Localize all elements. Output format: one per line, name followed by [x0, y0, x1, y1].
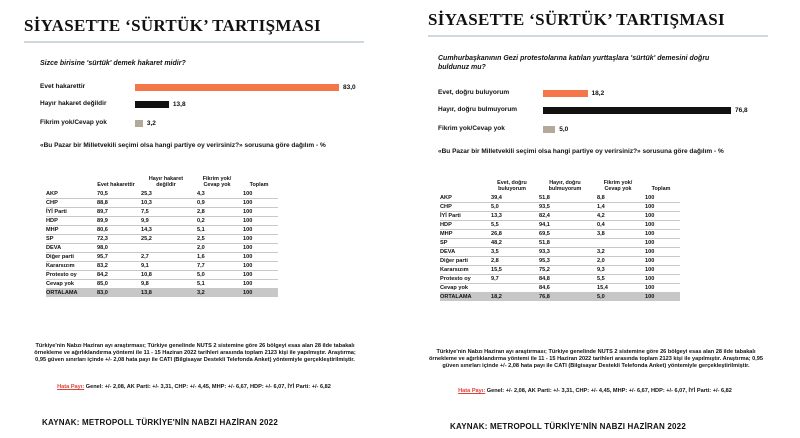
value-cell: 2,5	[194, 235, 240, 244]
party-cell: MHP	[46, 226, 94, 235]
value-cell: 100	[240, 190, 278, 199]
table-row	[440, 257, 680, 266]
party-header	[46, 176, 94, 190]
value-cell: 5,5	[488, 221, 536, 230]
value-cell: 82,4	[536, 212, 594, 221]
value-cell: 100	[240, 262, 278, 271]
party-cell: Kararsızım	[46, 262, 94, 271]
panel-dogru	[410, 0, 790, 438]
party-cell: Cevap yok	[440, 284, 488, 293]
crosstab-table	[46, 176, 278, 297]
value-cell: 100	[642, 230, 680, 239]
value-cell: 5,0	[594, 293, 642, 302]
party-cell: Cevap yok	[46, 280, 94, 289]
value-cell: 25,3	[138, 190, 194, 199]
error-text: Genel: +/- 2,08, AK Parti: +/- 3,31, CHP: +/- 4,45, MHP: +/- 6,67, HDP: +/- 6,07, İYİ Parti: +/- 6,82	[486, 388, 732, 394]
party-cell: ORTALAMA	[46, 289, 94, 298]
column-header: Toplam	[651, 186, 671, 192]
value-cell: 85,0	[94, 280, 138, 289]
table-row	[440, 275, 680, 284]
party-cell: SP	[46, 235, 94, 244]
error-text: Genel: +/- 2,08, AK Parti: +/- 3,31, CHP: +/- 4,45, MHP: +/- 6,67, HDP: +/- 6,07, İYİ Parti: +/- 6,82	[85, 384, 331, 390]
bar	[135, 84, 339, 91]
value-cell: 1,4	[594, 203, 642, 212]
party-cell: HDP	[440, 221, 488, 230]
value-cell: 2,0	[194, 244, 240, 253]
bar-value-label: 76,8	[735, 106, 748, 114]
column-header: Fikrim yok/ Cevap yok	[603, 180, 633, 192]
table-row	[46, 280, 278, 289]
value-cell: 98,0	[94, 244, 138, 253]
value-cell: 1,6	[194, 253, 240, 262]
bar-value-label: 3,2	[146, 119, 156, 127]
value-cell: 88,8	[94, 199, 138, 208]
party-cell: DEVA	[440, 248, 488, 257]
table-row	[46, 217, 278, 226]
panel1-question: Sizce birisine 'sürtük' demek hakaret midir?	[40, 60, 186, 67]
party-cell: ORTALAMA	[440, 293, 488, 302]
bar	[135, 120, 143, 127]
value-cell: 2,8	[194, 208, 240, 217]
panel2-table-question: «Bu Pazar bir Milletvekili seçimi olsa hangi partiye oy verirsiniz?» sorusuna göre dağılım - %	[438, 148, 724, 155]
table-row	[46, 244, 278, 253]
value-cell: 100	[240, 217, 278, 226]
value-cell: 83,0	[94, 289, 138, 298]
panel-hakaret	[4, 0, 384, 438]
value-cell: 9,7	[488, 275, 536, 284]
value-cell: 75,2	[536, 266, 594, 275]
value-cell: 89,9	[94, 217, 138, 226]
bar-label: Hayır hakaret değildir	[40, 100, 107, 107]
title-rule	[24, 41, 364, 43]
panel1-table-question: «Bu Pazar bir Milletvekili seçimi olsa hangi partiye oy verirsiniz?» sorusuna göre dağılım - %	[40, 142, 326, 149]
total-row	[46, 289, 278, 298]
value-cell: 100	[642, 239, 680, 248]
value-cell: 94,1	[536, 221, 594, 230]
value-cell: 7,5	[138, 208, 194, 217]
value-cell: 100	[642, 221, 680, 230]
party-cell: Diğer parti	[440, 257, 488, 266]
value-cell: 0,2	[194, 217, 240, 226]
crosstab-table	[440, 180, 680, 301]
table-row	[440, 212, 680, 221]
value-cell: 9,8	[138, 280, 194, 289]
table-row	[440, 284, 680, 293]
bar	[543, 90, 588, 97]
value-cell: 2,8	[488, 257, 536, 266]
value-cell: 5,0	[488, 203, 536, 212]
value-cell: 100	[642, 248, 680, 257]
table-row	[46, 208, 278, 217]
total-row	[440, 293, 680, 302]
party-cell: İYİ Parti	[46, 208, 94, 217]
value-cell: 2,7	[138, 253, 194, 262]
table-row	[46, 271, 278, 280]
table-row	[440, 266, 680, 275]
party-cell: Kararsızım	[440, 266, 488, 275]
value-cell: 100	[642, 212, 680, 221]
value-cell: 84,8	[536, 275, 594, 284]
source: KAYNAK: METROPOLL TÜRKİYE'NİN NABZI HAZİRAN 2022	[42, 418, 278, 427]
table-row	[46, 253, 278, 262]
table-row	[46, 226, 278, 235]
value-cell: 5,5	[594, 275, 642, 284]
column-header: Hayır hakaret değildir	[148, 176, 184, 188]
value-cell	[594, 239, 642, 248]
value-cell: 100	[240, 253, 278, 262]
value-cell: 93,3	[536, 248, 594, 257]
table-row	[46, 190, 278, 199]
party-cell: MHP	[440, 230, 488, 239]
value-cell: 9,9	[138, 217, 194, 226]
panel2-title: SİYASETTE ‘SÜRTÜK’ TARTIŞMASI	[428, 10, 725, 29]
table-row	[46, 262, 278, 271]
column-header: Fikrim yok/ Cevap yok	[202, 176, 232, 188]
value-cell: 2,0	[594, 257, 642, 266]
panel1-title: SİYASETTE ‘SÜRTÜK’ TARTIŞMASI	[24, 16, 321, 35]
column-header: Toplam	[249, 182, 269, 188]
error-margin	[440, 388, 750, 395]
value-cell: 5,1	[194, 226, 240, 235]
error-margin	[44, 384, 344, 391]
value-cell: 18,2	[488, 293, 536, 302]
error-label: Hata Payı:	[458, 388, 486, 394]
value-cell: 100	[240, 199, 278, 208]
table-row	[46, 199, 278, 208]
bar	[543, 107, 731, 114]
bar-value-label: 18,2	[591, 89, 605, 97]
value-cell: 100	[642, 203, 680, 212]
value-cell: 100	[642, 293, 680, 302]
value-cell: 95,7	[94, 253, 138, 262]
bar-value-label: 83,0	[343, 83, 356, 91]
value-cell: 100	[642, 194, 680, 203]
party-cell: Protesto oy	[46, 271, 94, 280]
value-cell: 70,5	[94, 190, 138, 199]
value-cell: 0,9	[194, 199, 240, 208]
value-cell: 8,8	[594, 194, 642, 203]
value-cell: 100	[642, 266, 680, 275]
bar-label: Evet, doğru buluyorum	[438, 89, 510, 96]
column-header: Evet, doğru buluyorum	[497, 180, 527, 192]
value-cell: 89,7	[94, 208, 138, 217]
value-cell: 15,5	[488, 266, 536, 275]
bar-value-label: 5,0	[559, 125, 569, 133]
value-cell: 100	[642, 284, 680, 293]
value-cell: 9,1	[138, 262, 194, 271]
bar	[543, 126, 555, 133]
value-cell: 3,8	[594, 230, 642, 239]
title-rule	[428, 35, 768, 37]
value-cell: 100	[240, 289, 278, 298]
value-cell: 25,2	[138, 235, 194, 244]
value-cell: 51,8	[536, 239, 594, 248]
panel2-question: Cumhurbaşkanının Gezi protestolarına katılan yurttaşlara 'sürtük' demesini doğru buldunuz mu?	[438, 55, 710, 71]
party-cell: AKP	[46, 190, 94, 199]
value-cell: 10,3	[138, 199, 194, 208]
value-cell: 4,3	[194, 190, 240, 199]
value-cell: 15,4	[594, 284, 642, 293]
value-cell: 7,7	[194, 262, 240, 271]
party-header	[440, 180, 488, 194]
bar-label: Evet hakarettir	[40, 83, 86, 90]
party-cell: İYİ Parti	[440, 212, 488, 221]
value-cell: 10,8	[138, 271, 194, 280]
value-cell: 100	[240, 235, 278, 244]
table-row	[440, 221, 680, 230]
party-cell: DEVA	[46, 244, 94, 253]
value-cell: 3,2	[194, 289, 240, 298]
value-cell: 39,4	[488, 194, 536, 203]
value-cell: 3,5	[488, 248, 536, 257]
party-cell: Diğer parti	[46, 253, 94, 262]
value-cell: 100	[240, 280, 278, 289]
value-cell: 3,2	[594, 248, 642, 257]
value-cell: 9,3	[594, 266, 642, 275]
value-cell: 4,2	[594, 212, 642, 221]
value-cell: 100	[240, 271, 278, 280]
party-cell: CHP	[440, 203, 488, 212]
table-row	[440, 203, 680, 212]
table-row	[46, 235, 278, 244]
value-cell: 83,2	[94, 262, 138, 271]
value-cell: 14,3	[138, 226, 194, 235]
bar	[135, 101, 169, 108]
value-cell: 48,2	[488, 239, 536, 248]
party-cell: SP	[440, 239, 488, 248]
value-cell: 69,5	[536, 230, 594, 239]
value-cell: 51,8	[536, 194, 594, 203]
party-cell: HDP	[46, 217, 94, 226]
party-cell: Protesto oy	[440, 275, 488, 284]
value-cell	[138, 244, 194, 253]
table-row	[440, 248, 680, 257]
value-cell: 100	[642, 257, 680, 266]
value-cell: 76,8	[536, 293, 594, 302]
value-cell: 100	[240, 226, 278, 235]
column-header: Hayır, doğru bulmuyorum	[548, 180, 582, 192]
value-cell: 0,4	[594, 221, 642, 230]
value-cell: 95,3	[536, 257, 594, 266]
table-row	[440, 239, 680, 248]
value-cell: 26,8	[488, 230, 536, 239]
table-row	[440, 194, 680, 203]
value-cell: 80,6	[94, 226, 138, 235]
source: KAYNAK: METROPOLL TÜRKİYE'NİN NABZI HAZİRAN 2022	[450, 422, 686, 431]
methodology-note: Türkiye'nin Nabzı Haziran ayı araştırması; Türkiye genelinde NUTS 2 sistemine göre 26 bölgeyi esas alan 28 ilde tabakalı örnekleme ve ağırlıklandırma yöntemi ile 11 - 15 Haziran 2022 tarihleri arasında toplam 2123 kişi ile yapılmıştır. Araştırma; 0,95 güven sınırları içinde +/- 2,08 hata payı ile CATI (Bilgisayar Destekli Telefonda Anket) yöntemiyle gerçekleştirilmiştir.	[428, 349, 764, 370]
bar-label: Fikrim yok/Cevap yok	[438, 125, 505, 132]
value-cell: 13,8	[138, 289, 194, 298]
party-cell: AKP	[440, 194, 488, 203]
table-row	[440, 230, 680, 239]
value-cell: 72,3	[94, 235, 138, 244]
value-cell: 5,1	[194, 280, 240, 289]
bar-value-label: 13,8	[172, 100, 186, 108]
value-cell: 13,3	[488, 212, 536, 221]
value-cell	[488, 284, 536, 293]
value-cell: 100	[240, 244, 278, 253]
value-cell: 5,0	[194, 271, 240, 280]
error-label: Hata Payı:	[57, 384, 85, 390]
value-cell: 84,2	[94, 271, 138, 280]
value-cell: 100	[642, 275, 680, 284]
bar-label: Fikrim yok/Cevap yok	[40, 119, 107, 126]
party-cell: CHP	[46, 199, 94, 208]
methodology-note: Türkiye'nin Nabzı Haziran ayı araştırması; Türkiye genelinde NUTS 2 sistemine göre 26 bölgeyi esas alan 28 ilde tabakalı örnekleme ve ağırlıklandırma yöntemi ile 11 - 15 Haziran 2022 tarihleri arasında toplam 2123 kişi ile yapılmıştır. Araştırma; 0,95 güven sınırları içinde +/- 2,08 hata payı ile CATI (Bilgisayar Destekli Telefonda Anket) yöntemiyle gerçekleştirilmiştir.	[34, 343, 356, 364]
column-header: Evet hakarettir	[97, 182, 135, 188]
value-cell: 100	[240, 208, 278, 217]
value-cell: 93,5	[536, 203, 594, 212]
value-cell: 84,6	[536, 284, 594, 293]
bar-label: Hayır, doğru bulmuyorum	[438, 106, 518, 113]
